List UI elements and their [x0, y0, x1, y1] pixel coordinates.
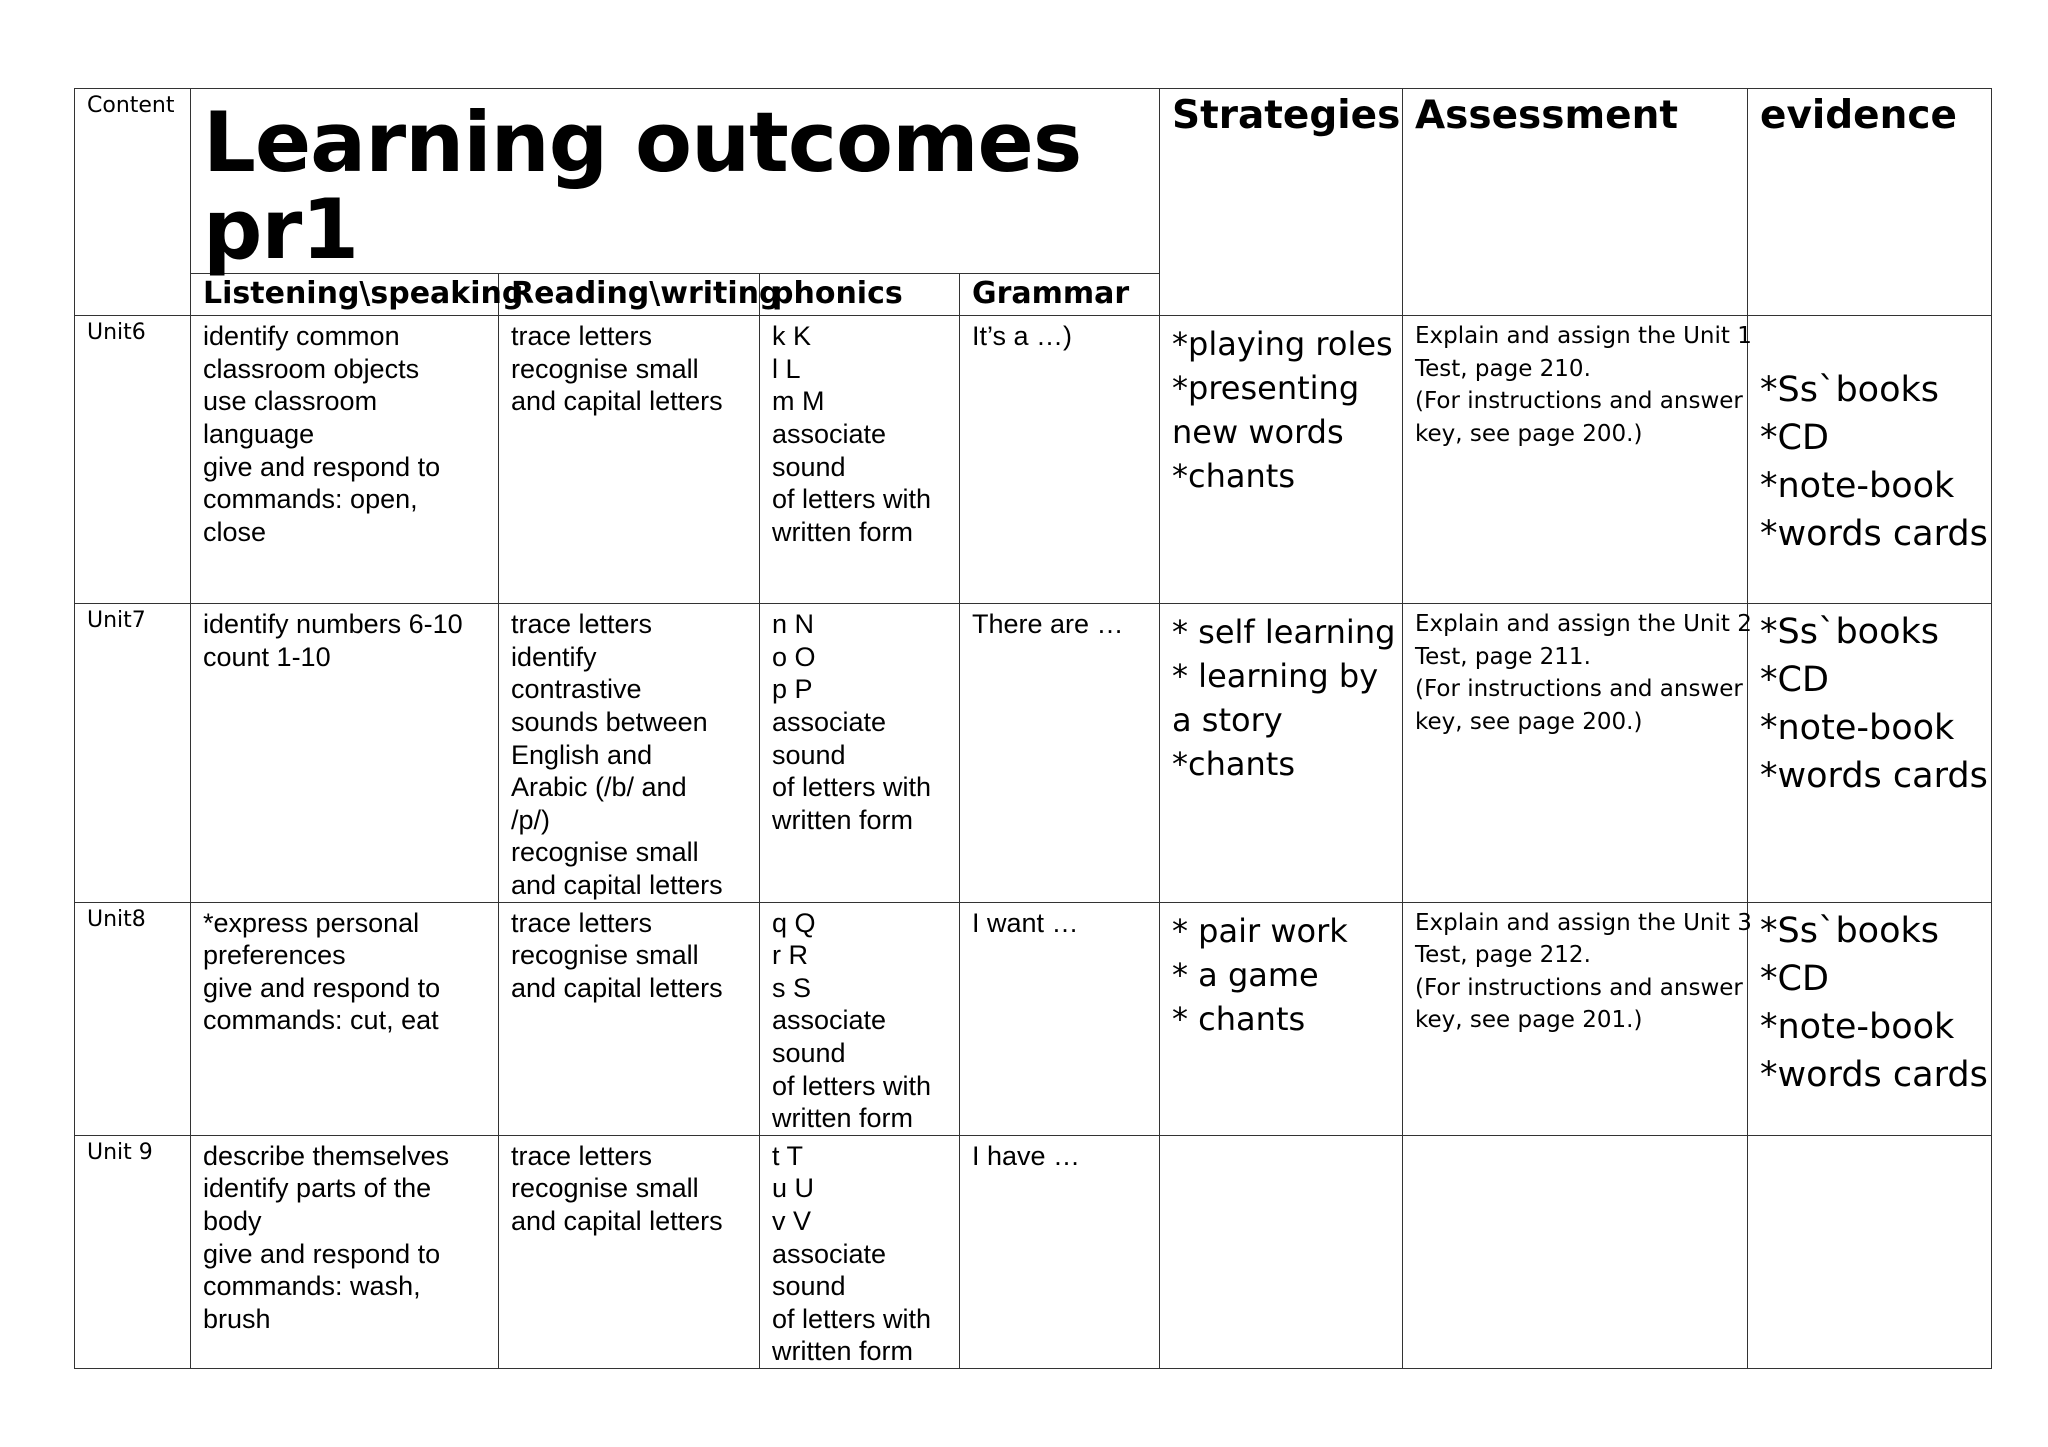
listening-header-cell	[191, 274, 524, 316]
phonics-cell	[760, 1135, 960, 1368]
listening-heading: Listening\speaking	[203, 276, 524, 312]
listening-cell	[191, 316, 499, 604]
evidence-line: *CD	[1760, 660, 1829, 701]
strategies-line: *presenting	[1172, 369, 1360, 408]
evidence-cell	[1748, 604, 1992, 902]
unit-cell	[75, 902, 191, 1135]
strategies-line: *chants	[1172, 745, 1295, 784]
phonics-line: written form	[772, 516, 914, 547]
phonics-cell	[760, 316, 960, 604]
reading-header-cell	[499, 274, 781, 316]
assessment-heading: Assessment	[1415, 93, 1678, 138]
strategies-cell	[1160, 604, 1403, 902]
listening-cell	[191, 902, 499, 1135]
strategies-cell	[1160, 316, 1403, 604]
strategies-line: * pair work	[1172, 911, 1348, 950]
phonics-line: q Q	[772, 907, 816, 938]
title-cell	[191, 89, 1160, 279]
phonics-cell	[760, 604, 960, 902]
phonics-line: u U	[772, 1173, 815, 1204]
table-row	[75, 604, 1992, 902]
evidence-cell	[1748, 316, 1992, 604]
assessment-line: key, see page 201.)	[1415, 1007, 1643, 1034]
phonics-line: written form	[772, 1103, 914, 1134]
reading-line: and capital letters	[511, 870, 723, 901]
assessment-line: Test, page 211.	[1415, 643, 1591, 670]
listening-line: body	[203, 1205, 262, 1236]
listening-line: commands: open,	[203, 484, 418, 515]
listening-line: identify common	[203, 321, 400, 352]
evidence-line: *note-book	[1760, 466, 1955, 507]
grammar-cell	[960, 1135, 1160, 1368]
phonics-line: of letters with	[772, 772, 932, 803]
grammar-cell	[960, 902, 1160, 1135]
strategies-line: * chants	[1172, 999, 1306, 1038]
reading-line: and capital letters	[511, 386, 723, 417]
phonics-line: associate	[772, 707, 887, 738]
grammar-line: It’s a …)	[972, 321, 1073, 352]
phonics-line: written form	[772, 1336, 914, 1367]
reading-line: sounds between	[511, 707, 708, 738]
phonics-line: sound	[772, 451, 846, 482]
phonics-line: written form	[772, 804, 914, 835]
strategies-cell	[1160, 902, 1403, 1135]
reading-line: trace letters	[511, 1140, 653, 1171]
evidence-header-cell	[1748, 89, 1992, 316]
phonics-line: sound	[772, 739, 846, 770]
reading-line: recognise small	[511, 940, 699, 971]
assessment-header-cell	[1403, 89, 1748, 316]
evidence-cell	[1748, 1135, 1992, 1368]
unit-label: Unit8	[87, 906, 146, 932]
assessment-cell	[1403, 902, 1752, 1135]
assessment-cell	[1403, 604, 1752, 902]
phonics-line: s S	[772, 972, 812, 1003]
reading-line: trace letters	[511, 609, 653, 640]
table-row	[75, 1135, 1992, 1368]
strategies-line: * self learning	[1172, 613, 1396, 652]
reading-heading: Reading\writing	[511, 276, 781, 312]
phonics-line: r R	[772, 940, 808, 971]
evidence-line: *note-book	[1760, 708, 1955, 749]
assessment-line: Test, page 210.	[1415, 355, 1591, 382]
unit-label: Unit7	[87, 608, 146, 634]
evidence-line: *Ss`books	[1760, 370, 1939, 411]
listening-line: count 1-10	[203, 641, 331, 672]
assessment-line: Test, page 212.	[1415, 942, 1591, 969]
evidence-line: *words cards	[1760, 514, 1988, 555]
reading-line: English and	[511, 739, 653, 770]
evidence-line: *CD	[1760, 958, 1829, 999]
assessment-line: (For instructions and answer	[1415, 974, 1743, 1001]
listening-line: identify parts of the	[203, 1173, 432, 1204]
listening-line: classroom objects	[203, 353, 420, 384]
assessment-cell	[1403, 1135, 1748, 1368]
listening-cell	[191, 604, 499, 902]
grammar-header-cell	[960, 274, 1160, 316]
listening-line: *express personal	[203, 907, 420, 938]
listening-line: brush	[203, 1303, 271, 1334]
phonics-line: m M	[772, 386, 825, 417]
evidence-cell	[1748, 902, 1992, 1135]
header-row	[75, 89, 1992, 274]
evidence-heading: evidence	[1760, 93, 1957, 138]
listening-line: close	[203, 516, 267, 547]
phonics-cell	[760, 902, 960, 1135]
phonics-line: associate	[772, 1238, 887, 1269]
strategies-cell	[1160, 1135, 1403, 1368]
listening-cell	[191, 1135, 499, 1368]
unit-label: Unit 9	[87, 1139, 153, 1165]
evidence-line: *Ss`books	[1760, 910, 1939, 951]
evidence-line: *words cards	[1760, 1054, 1988, 1095]
phonics-line: o O	[772, 641, 816, 672]
phonics-line: associate	[772, 1005, 887, 1036]
reading-cell	[499, 316, 760, 604]
phonics-line: of letters with	[772, 1303, 932, 1334]
phonics-line: n N	[772, 609, 815, 640]
assessment-cell	[1403, 316, 1752, 604]
reading-line: Arabic (/b/ and	[511, 772, 687, 803]
listening-line: describe themselves	[203, 1140, 450, 1171]
reading-cell	[499, 1135, 760, 1368]
phonics-line: of letters with	[772, 1070, 932, 1101]
reading-line: and capital letters	[511, 1205, 723, 1236]
listening-line: language	[203, 419, 315, 450]
assessment-line: key, see page 200.)	[1415, 709, 1643, 736]
phonics-heading: phonics	[772, 276, 903, 312]
listening-line: identify numbers 6-10	[203, 609, 463, 640]
strategies-heading: Strategies	[1172, 93, 1401, 138]
phonics-line: l L	[772, 353, 801, 384]
strategies-line: new words	[1172, 413, 1344, 452]
unit-cell	[75, 604, 191, 902]
reading-cell	[499, 902, 760, 1135]
reading-line: and capital letters	[511, 972, 723, 1003]
listening-line: commands: wash,	[203, 1271, 421, 1302]
listening-line: preferences	[203, 940, 346, 971]
reading-line: recognise small	[511, 353, 699, 384]
phonics-line: p P	[772, 674, 813, 705]
assessment-line: (For instructions and answer	[1415, 676, 1743, 703]
grammar-cell	[960, 316, 1160, 604]
strategies-header-cell	[1160, 89, 1403, 316]
strategies-line: a story	[1172, 701, 1283, 740]
phonics-line: associate	[772, 419, 887, 450]
assessment-line: Explain and assign the Unit 1	[1415, 323, 1752, 350]
grammar-line: I have …	[972, 1140, 1081, 1171]
unit-label: Unit6	[87, 320, 146, 346]
learning-outcomes-table	[74, 88, 1992, 1369]
evidence-line: *Ss`books	[1760, 612, 1939, 653]
table-row	[75, 316, 1992, 604]
assessment-line: key, see page 200.)	[1415, 421, 1643, 448]
phonics-line: v V	[772, 1205, 812, 1236]
page-title: Learning outcomes pr1	[203, 94, 1082, 279]
evidence-line: *note-book	[1760, 1006, 1955, 1047]
reading-line: contrastive	[511, 674, 642, 705]
content-label: Content	[87, 93, 175, 118]
reading-line: trace letters	[511, 321, 653, 352]
content-header-cell	[75, 89, 191, 316]
assessment-line: Explain and assign the Unit 2	[1415, 611, 1752, 638]
listening-line: give and respond to	[203, 1238, 441, 1269]
listening-line: give and respond to	[203, 451, 441, 482]
listening-line: commands: cut, eat	[203, 1005, 439, 1036]
reading-line: recognise small	[511, 837, 699, 868]
strategies-line: * a game	[1172, 955, 1319, 994]
evidence-line: *words cards	[1760, 756, 1988, 797]
phonics-header-cell	[760, 274, 960, 316]
phonics-line: of letters with	[772, 484, 932, 515]
reading-cell	[499, 604, 760, 902]
unit-rows	[75, 316, 1992, 1369]
table-row	[75, 902, 1992, 1135]
strategies-line: *playing roles	[1172, 325, 1393, 364]
phonics-line: sound	[772, 1271, 846, 1302]
reading-line: trace letters	[511, 907, 653, 938]
reading-line: /p/)	[511, 804, 551, 835]
phonics-line: t T	[772, 1140, 804, 1171]
unit-cell	[75, 316, 191, 604]
strategies-line: * learning by	[1172, 657, 1379, 696]
assessment-line: Explain and assign the Unit 3	[1415, 909, 1752, 936]
grammar-cell	[960, 604, 1160, 902]
reading-line: identify	[511, 641, 597, 672]
grammar-heading: Grammar	[972, 276, 1130, 312]
reading-line: recognise small	[511, 1173, 699, 1204]
phonics-line: sound	[772, 1038, 846, 1068]
assessment-line: (For instructions and answer	[1415, 388, 1743, 415]
grammar-line: There are …	[972, 609, 1124, 640]
listening-line: use classroom	[203, 386, 378, 417]
evidence-line: *CD	[1760, 418, 1829, 459]
unit-cell	[75, 1135, 191, 1368]
grammar-line: I want …	[972, 907, 1079, 938]
strategies-line: *chants	[1172, 457, 1295, 496]
phonics-line: k K	[772, 321, 812, 352]
listening-line: give and respond to	[203, 972, 441, 1003]
